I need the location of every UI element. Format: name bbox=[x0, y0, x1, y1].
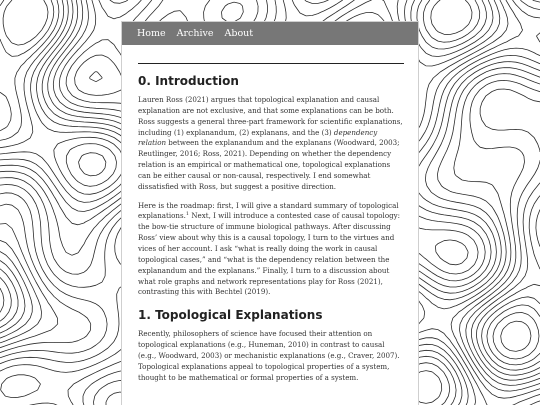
article-paragraph bbox=[138, 201, 404, 299]
paragraph-text: Recently, philosophers of science have focused their attention on topological explanations (e.g., Huneman, 2010) in contrast to causal (e.g., Woodward, 2003) or mechanistic explanations (e.g., Craver, 2007). Topological explanations appeal to topological properties of a system, thought to be mathematical or formal properties of a system. bbox=[138, 329, 400, 382]
page-container bbox=[122, 22, 418, 405]
paragraph-text: Lauren Ross (2021) argues that topological explanation and causal explanation are not exclusive, and that some explanations can be both. Ross suggests a general three-part framework for scientific explanations, including (1) explanandum, (2) explanans, and the (3) bbox=[138, 95, 403, 137]
nav-archive-link[interactable]: Archive bbox=[176, 28, 214, 39]
article-paragraph bbox=[138, 329, 404, 383]
top-navbar bbox=[122, 22, 418, 45]
paragraph-text: Here is the roadmap: first, I will give a standard summary of topological explanations. bbox=[138, 200, 399, 221]
footnote-marker[interactable]: 1 bbox=[185, 211, 190, 218]
header-divider bbox=[138, 63, 404, 64]
section-heading-introduction: 0. Introduction bbox=[138, 74, 239, 88]
section-heading-topological-explanations: 1. Topological Explanations bbox=[138, 308, 323, 323]
article-content bbox=[122, 63, 418, 383]
emphasis-text: dependency relation bbox=[138, 127, 378, 148]
paragraph-text: between the explanandum and the explanans (Woodward, 2003; Reutlinger, 2016; Ross, 2021). Depending on whether the dependency relation is an empirical or mathematical one, topological explanations can be either causal or non-causal, respectively. I end somewhat dissatisfied with Ross, but suggest a positive direction. bbox=[138, 138, 400, 191]
nav-about-link[interactable]: About bbox=[224, 28, 254, 39]
article-paragraph bbox=[138, 95, 404, 193]
nav-home-link[interactable]: Home bbox=[137, 28, 166, 39]
paragraph-text: Next, I will introduce a contested case of causal topology: the bow-tie structure of immune biological pathways. After discussing Ross’ view about why this is a causal topology, I turn to the virtues and vices of her account. I ask “what is really doing the work in causal topological cases,” and “what is the dependency relation between the explanandum and the explanans.” Finally, I turn to a discussion about what role graphs and network representations play for Ross (2021), contrasting this with Bechtel (2019). bbox=[138, 211, 401, 297]
